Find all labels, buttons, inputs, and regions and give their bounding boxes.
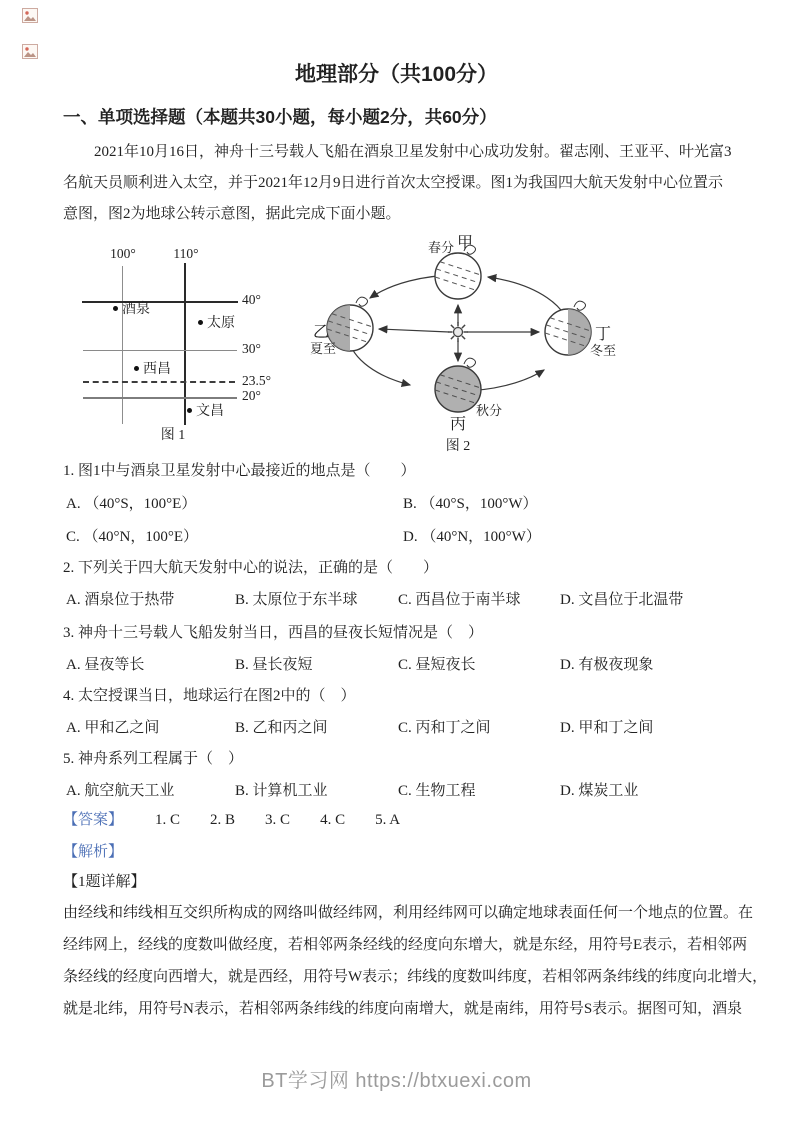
- parallel-line-20: [83, 397, 237, 399]
- answer-item-4: 4. C: [320, 812, 346, 828]
- axis-curl-icon: [464, 358, 476, 367]
- tropic-of-cancer-dashed-line: [83, 381, 235, 383]
- position-label-ding: 丁: [595, 326, 612, 343]
- position-label-yi: 乙: [312, 324, 329, 341]
- latitude-label-30: 30°: [242, 341, 261, 356]
- option-c: C. 西昌位于南半球: [398, 592, 521, 608]
- analysis-label: 【解析】: [63, 844, 124, 860]
- explanation-line: 由经线和纬线相互交织所构成的网络叫做经纬网，利用经纬网可以确定地球表面任何一个地点的位置。在: [63, 905, 754, 921]
- broken-image-icon: [22, 8, 38, 23]
- option-a: A. 甲和乙之间: [66, 720, 160, 736]
- question-stem-5: 5. 神舟系列工程属于（ ）: [63, 751, 244, 767]
- meridian-line-100: [122, 266, 123, 424]
- city-dot-icon: [187, 408, 192, 413]
- latitude-label-20: 20°: [242, 388, 261, 403]
- option-b: B. 乙和丙之间: [235, 720, 328, 736]
- option-c: C. 昼短夜长: [398, 657, 476, 673]
- city-label-taiyuan: 太原: [207, 316, 235, 331]
- detail-heading: 【1题详解】: [63, 874, 146, 890]
- figure2-caption: 图 2: [445, 439, 471, 454]
- intro-line: 意图，图2为地球公转示意图，据此完成下面小题。: [63, 206, 401, 222]
- season-label-dongzhi: 冬至: [589, 343, 617, 358]
- longitude-label-110: 110°: [173, 246, 199, 261]
- option-b: B. 计算机工业: [235, 783, 328, 799]
- answer-item-5: 5. A: [375, 812, 401, 828]
- city-label-xichang: 西昌: [143, 362, 171, 377]
- city-dot-icon: [113, 306, 118, 311]
- option-a: A. （40°S，100°E）: [66, 496, 197, 512]
- city-marker-jiuquan: [113, 298, 150, 318]
- question-stem-4: 4. 太空授课当日，地球运行在图2中的（ ）: [63, 688, 356, 704]
- position-label-bing: 丙: [449, 416, 467, 433]
- earth-globe-ding: [544, 301, 593, 355]
- city-label-wenchang: 文昌: [196, 404, 224, 419]
- city-dot-icon: [198, 320, 203, 325]
- meridian-line-110: [184, 263, 186, 425]
- option-d: D. 甲和丁之间: [560, 720, 654, 736]
- figure1-map: [80, 240, 295, 443]
- option-d: D. 文昌位于北温带: [560, 592, 684, 608]
- option-d: D. 有极夜现象: [560, 657, 654, 673]
- city-marker-xichang: [134, 358, 171, 378]
- answers-row: [63, 808, 731, 829]
- option-c: C. （40°N，100°E）: [66, 529, 198, 545]
- page-title: 地理部分（共100分）: [294, 63, 499, 86]
- option-b: B. （40°S，100°W）: [403, 496, 538, 512]
- intro-line: 2021年10月16日，神舟十三号载人飞船在酒泉卫星发射中心成功发射。翟志刚、王亚平、叶光富3: [94, 144, 732, 160]
- option-b: B. 昼长夜短: [235, 657, 313, 673]
- option-a: A. 酒泉位于热带: [66, 592, 175, 608]
- city-marker-taiyuan: [198, 312, 235, 332]
- longitude-label-100: 100°: [110, 246, 136, 261]
- season-label-xiazhi: 夏至: [309, 341, 337, 356]
- option-a: A. 航空航天工业: [66, 783, 175, 799]
- season-label-chunfen: 春分: [427, 240, 454, 255]
- option-d: D. 煤炭工业: [560, 783, 639, 799]
- position-label-jia: 甲: [457, 235, 474, 252]
- question-stem-3: 3. 神舟十三号载人飞船发射当日，西昌的昼夜长短情况是（ ）: [63, 625, 484, 641]
- latitude-label-40: 40°: [242, 292, 261, 307]
- explanation-line: 条经线的经度向西增大，就是西经，用符号W表示；纬线的度数叫纬度，若相邻两条纬线的纬度向北增大，: [63, 969, 768, 985]
- city-dot-icon: [134, 366, 139, 371]
- latitude-label-23-5: 23.5°: [242, 373, 272, 388]
- question-stem-1: 1. 图1中与酒泉卫星发射中心最接近的地点是（ ）: [63, 463, 416, 479]
- option-c: C. 生物工程: [398, 783, 476, 799]
- sun-icon: [448, 322, 468, 342]
- axis-curl-icon: [574, 301, 586, 310]
- broken-image-icon: [22, 44, 38, 59]
- answer-item-2: 2. B: [210, 812, 236, 828]
- option-b: B. 太原位于东半球: [235, 592, 358, 608]
- answer-item-3: 3. C: [265, 812, 291, 828]
- option-d: D. （40°N，100°W）: [403, 529, 541, 545]
- parallel-line-40: [82, 301, 238, 303]
- parallel-line-30: [83, 350, 237, 351]
- answer-item-1: 1. C: [155, 812, 181, 828]
- intro-line: 名航天员顺利进入太空，并于2021年12月9日进行首次太空授课。图1为我国四大航天发射中心位置示: [63, 175, 724, 191]
- city-label-jiuquan: 酒泉: [122, 302, 150, 317]
- city-marker-wenchang: [187, 400, 224, 420]
- option-c: C. 丙和丁之间: [398, 720, 491, 736]
- footer-watermark: BT学习网 https://btxuexi.com: [261, 1070, 532, 1092]
- axis-curl-icon: [356, 297, 368, 306]
- season-label-qiufen: 秋分: [476, 403, 503, 418]
- option-a: A. 昼夜等长: [66, 657, 145, 673]
- section-heading: 一、单项选择题（本题共30小题，每小题2分，共60分）: [63, 107, 497, 127]
- explanation-line: 经纬网上，经线的度数叫做经度，若相邻两条经线的经度向东增大，就是东经，用符号E表示，若相邻两: [63, 937, 748, 953]
- question-stem-2: 2. 下列关于四大航天发射中心的说法，正确的是（ ）: [63, 560, 439, 576]
- figure1-caption: 图 1: [160, 428, 186, 443]
- explanation-line: 就是北纬，用符号N表示，若相邻两条纬线的纬度向南增大，就是南纬，用符号S表示。据图可知，酒泉: [63, 1001, 743, 1017]
- answers-label: 【答案】: [63, 812, 124, 828]
- figure2-orbit-diagram: [298, 228, 650, 460]
